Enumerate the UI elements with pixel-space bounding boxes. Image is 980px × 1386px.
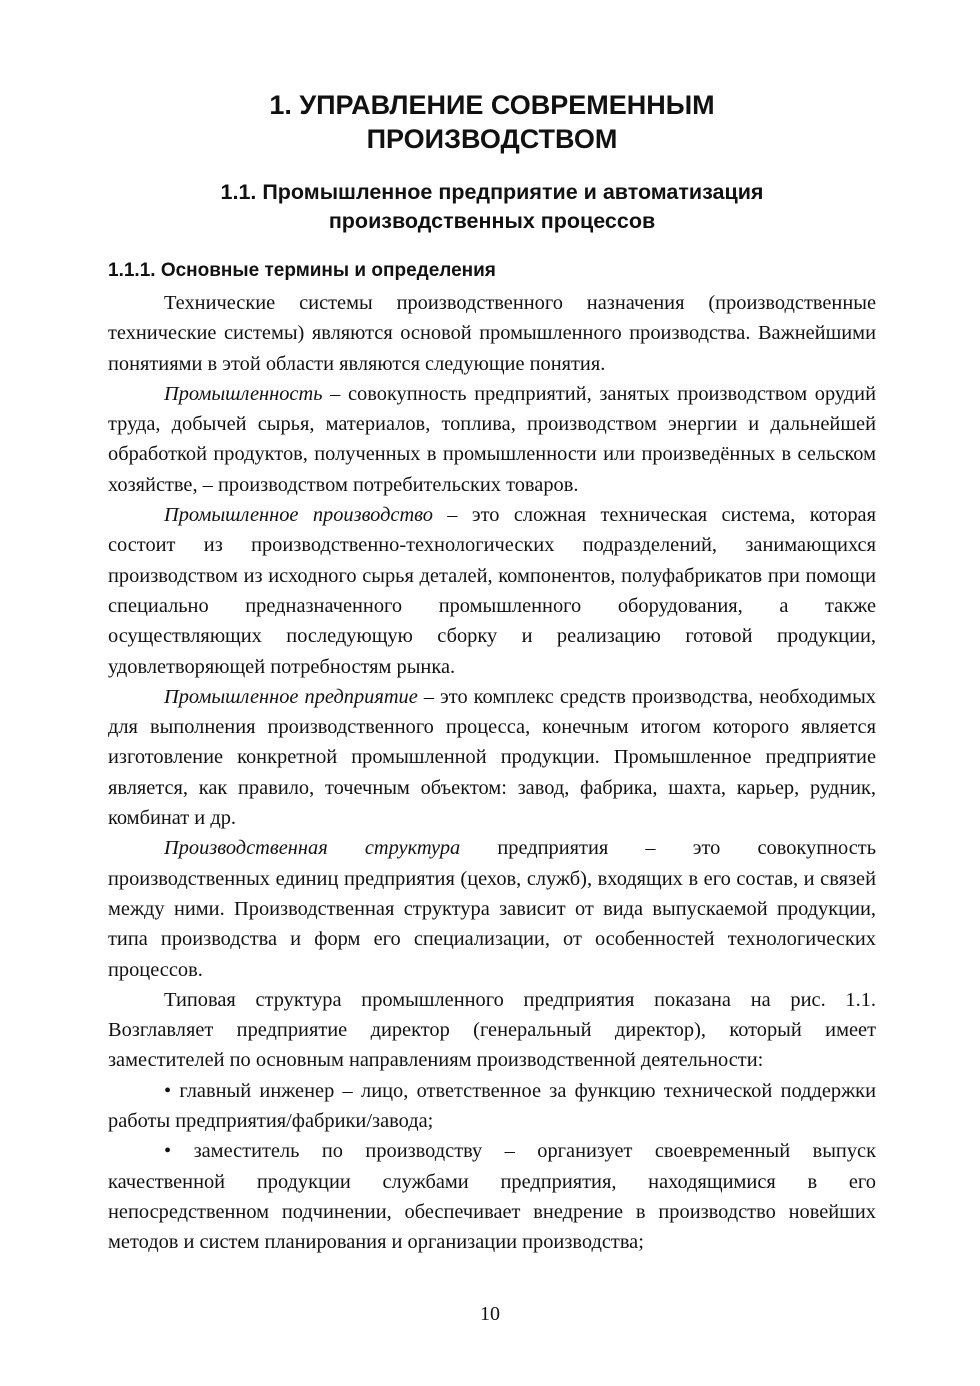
- bullet-item-production-deputy: [108, 1136, 876, 1257]
- section-title-line-2: производственных процессов: [328, 209, 656, 233]
- chapter-title-line-1: 1. УПРАВЛЕНИЕ СОВРЕМЕННЫМ: [269, 90, 715, 120]
- paragraph-text: предприятия – это совокупность производственных единиц предприятия (цехов, служб), входящих в его состав, и связей между ними. Производственная структура зависит от вида выпускаемой продукции, типа производства и форм его специализации, от особенностей технологических процессов.: [108, 837, 876, 981]
- paragraph-text: – совокупность предприятий, занятых производством орудий труда, добычей сырья, материалов, топлива, производством энергии и дальнейшей обработкой продуктов, полученных в промышленности или произведённых в сельском хозяйстве, – производством потребительских товаров.: [108, 382, 876, 496]
- paragraph-text: – это сложная техническая система, которая состоит из производственно-технологических подразделений, занимающихся производством из исходного сырья деталей, компонентов, полуфабрикатов при помощи специально предназначенного промышленного оборудования, а также осуществляющих последующую сборку и реализацию готовой продукции, удовлетворяющей потребностям рынка.: [108, 504, 876, 678]
- bullet-item-chief-engineer: [108, 1076, 876, 1137]
- defined-term: Промышленное производство: [164, 504, 433, 527]
- paragraph-typical-structure: [108, 985, 876, 1076]
- chapter-title-line-2: ПРОИЗВОДСТВОМ: [366, 124, 618, 154]
- paragraph-text: – это комплекс средств производства, необходимых для выполнения производственного процесса, конечным итогом которого является изготовление конкретной промышленной продукции. Промышленное предприятие является, как правило, точечным объектом: завод, фабрика, шахта, карьер, рудник, комбинат и др.: [108, 685, 876, 830]
- chapter-title: [108, 88, 876, 156]
- paragraph-intro: [108, 288, 876, 379]
- subsection-title: 1.1.1. Основные термины и определения: [108, 260, 496, 281]
- defined-term: Промышленное предприятие: [164, 685, 418, 708]
- page-number: 10: [480, 1303, 500, 1325]
- bullet-text: • заместитель по производству – организует своевременный выпуск качественной продукции службами предприятия, находящимися в его непосредственном подчинении, обеспечивает внедрение в производство новейших методов и систем планирования и организации производства;: [108, 1140, 876, 1254]
- document-page: [108, 88, 876, 1258]
- paragraph-text: Технические системы производственного назначения (производственные технические системы) являются основой промышленного производства. Важнейшими понятиями в этой области являются следующие понятия.: [108, 292, 876, 375]
- paragraph-definition-production-structure: [108, 833, 876, 984]
- paragraph-text: Типовая структура промышленного предприятия показана на рис. 1.1. Возглавляет предприятие директор (генеральный директор), который имеет заместителей по основным направлениям производственной деятельности:: [108, 988, 876, 1072]
- paragraph-definition-industrial-production: [108, 500, 876, 682]
- defined-term: Производственная структура: [164, 837, 461, 860]
- paragraph-definition-industrial-enterprise: [108, 682, 876, 833]
- defined-term: Промышленность: [164, 382, 323, 405]
- paragraph-definition-industry: [108, 379, 876, 500]
- section-title: [108, 178, 876, 236]
- section-title-line-1: 1.1. Промышленное предприятие и автоматизация: [220, 180, 764, 204]
- bullet-text: • главный инженер – лицо, ответственное за функцию технической поддержки работы предприятия/фабрики/завода;: [108, 1079, 876, 1133]
